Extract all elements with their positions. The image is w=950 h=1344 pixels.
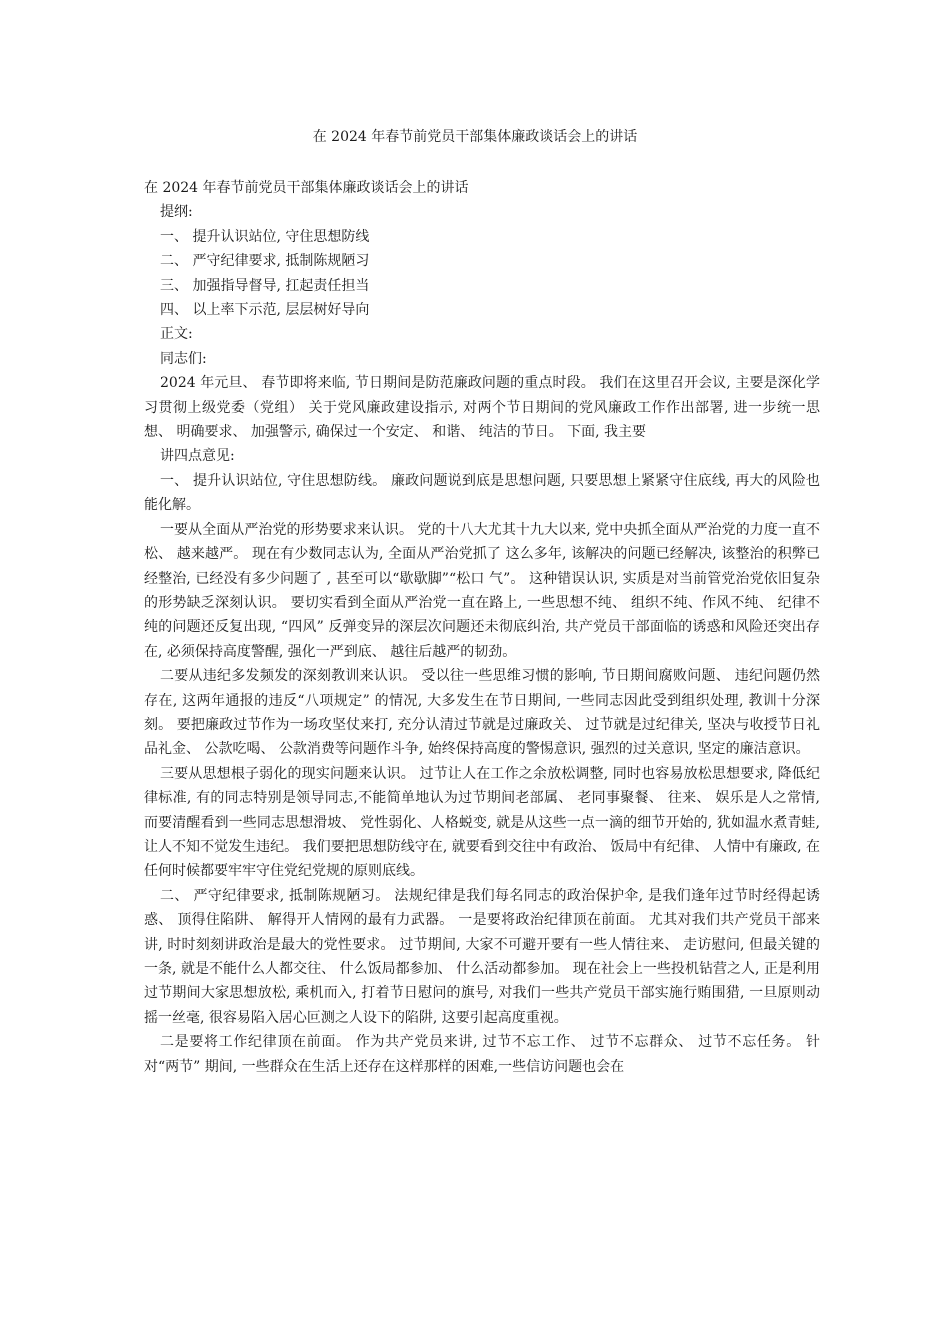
salutation: 同志们: xyxy=(160,350,207,367)
body-paragraph: 三要从思想根子弱化的现实问题来认识。 过节让人在工作之余放松调整, 同时也容易放松思想要求, 降低纪律标准, 有的同志特别是领导同志,不能简单地认为过节期间老部属、 老同事聚餐、 往来、 娱乐是人之常情, 而要清醒看到一些同志思想滑坡、 党性弱化、人格蜕变, 就是从这些一点一滴的细节开始的, 犹如温水煮青蛙, 让人不知不觉发生违纪。 我们要把思想防线守在, 就要看到交往中有政治、 饭局中有纪律、 人情中有廉政, 在任何时候都要牢牢守住党纪党规的原则底线。 xyxy=(144,765,820,880)
section-heading-2: 二、 严守纪律要求, 抵制陈规陋习。 法规纪律是我们每名同志的政治保护伞, 是我们逢年过节时经得起诱惑、 顶得住陷阱、 解得开人情网的最有力武器。 一是要将政治纪律顶在前面。 尤其对我们共产党员干部来讲, 时时刻刻讲政治是最大的党性要求。 过节期间, 大家不可避开要有一些人情往来、 走访慰问, 但最关键的一条, 就是不能什么人都交往、 什么饭局都参加、 什么活动都参加。 现在社会上一些投机钻营之人, 正是利用过节期间大家思想放松, 乘机而入, 打着节日慰问的旗号, 对我们一些共产党员干部实施行贿围猎, 一旦原则动摇一丝毫, 很容易陷入居心叵测之人设下的陷阱, 这要引起高度重视。 xyxy=(144,887,820,1026)
body-paragraph: 讲四点意见: xyxy=(160,448,235,465)
document-body xyxy=(144,176,820,1079)
outline-item-3: 三、 加强指导督导, 扛起责任担当 xyxy=(160,277,370,294)
body-paragraph: 二是要将工作纪律顶在前面。 作为共产党员来讲, 过节不忘工作、 过节不忘群众、 过节不忘任务。 针对“两节” 期间, 一些群众在生活上还存在这样那样的困难,一些信访问题也会在 xyxy=(144,1034,820,1075)
outline-item-4: 四、 以上率下示范, 层层树好导向 xyxy=(160,302,370,319)
outline-item-2: 二、 严守纪律要求, 抵制陈规陋习 xyxy=(160,253,370,270)
outline-item-1: 一、 提升认识站位, 守住思想防线 xyxy=(160,228,370,245)
body-paragraph: 二要从违纪多发频发的深刻教训来认识。 受以往一些思维习惯的影响, 节日期间腐败问题、 违纪问题仍然存在, 这两年通报的违反“八项规定” 的情况, 大多发生在节日期间, 一些同志因此受到组织处理, 教训十分深刻。 要把廉政过节作为一场攻坚仗来打, 充分认清过节就是过廉政关、 过节就是过纪律关, 坚决与收授节日礼品礼金、 公款吃喝、 公款消费等问题作斗争, 始终保持高度的警惕意识, 强烈的过关意识, 坚定的廉洁意识。 xyxy=(144,668,820,758)
body-paragraph: 2024 年元旦、 春节即将来临, 节日期间是防范廉政问题的重点时段。 我们在这里召开会议, 主要是深化学习贯彻上级党委（党组） 关于党风廉政建设指示, 对两个节日期间的党风廉政工作作出部署, 进一步统一思想、 明确要求、 加强警示, 确保过一个安定、 和谐、 纯洁的节日。 下面, 我主要 xyxy=(144,375,820,441)
document-heading: 在 2024 年春节前党员干部集体廉政谈话会上的讲话 xyxy=(144,180,469,196)
main-text-label: 正文: xyxy=(160,326,193,343)
section-heading-1: 一、 提升认识站位, 守住思想防线。 廉政问题说到底是思想问题, 只要思想上紧紧守住底线, 再大的风险也能化解。 xyxy=(144,472,820,514)
page-title: 在 2024 年春节前党员干部集体廉政谈话会上的讲话 xyxy=(312,129,638,145)
body-paragraph: 一要从全面从严治党的形势要求来认识。 党的十八大尤其十九大以来, 党中央抓全面从严治党的力度一直不松、 越来越严。 现在有少数同志认为, 全面从严治党抓了 这么多年, 该解决的问题已经解决, 该整治的积弊已经整治, 已经没有多少问题了 , 甚至可以“歇歇脚”“松口 气”。 这种错误认识, 实质是对当前管党治党依旧复杂的形势缺乏深刻认识。 要切实看到全面从严治党一直在路上, 一些思想不纯、 组织不纯、作风不纯、 纪律不纯的问题还反复出现, “四风” 反弹变异的深层次问题还未彻底纠治, 共产党员干部面临的诱惑和风险还突出存在, 必须保持高度警醒, 强化一严到底、 越往后越严的韧劲。 xyxy=(144,521,820,660)
outline-label: 提纲: xyxy=(160,204,193,221)
